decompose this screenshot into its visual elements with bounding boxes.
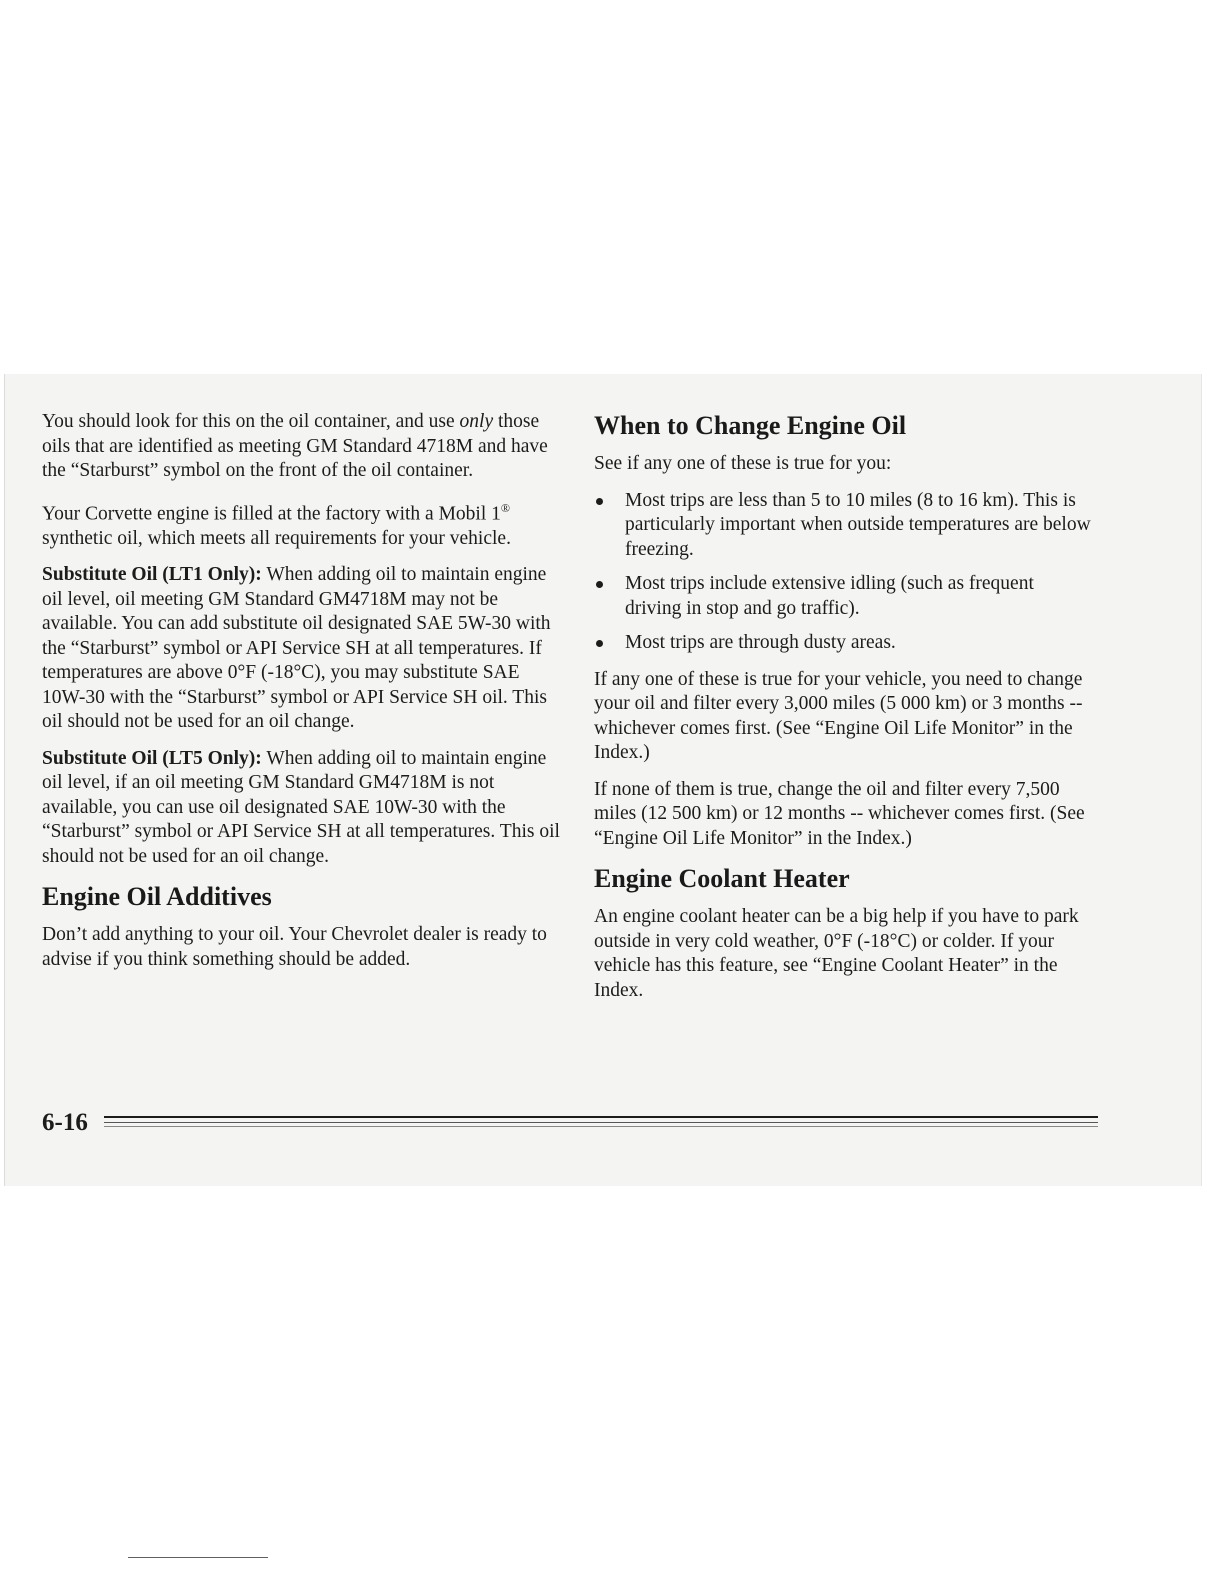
registered-mark: ® [500,500,511,515]
left-column [42,410,562,984]
coolant-heater-paragraph: An engine coolant heater can be a big help if you have to park outside in very cold weather, 0°F (-18°C) or colder. If your vehicle has this feature, see “Engine Coolant Heater” in the Index. [594,906,1079,1001]
engine-coolant-heater-heading: Engine Coolant Heater [594,864,850,893]
lt1-run-in-heading: Substitute Oil (LT1 Only): [42,564,262,585]
footer-rule [104,1116,1098,1118]
list-item-text: Most trips include extensive idling (such as frequent driving in stop and go traffic). [625,573,1034,619]
list-item [594,572,1094,621]
change-interval-short-paragraph: If any one of these is true for your vehicle, you need to change your oil and filter every 3,000 miles (5 000 km) or 3 months -- whichever comes first. (See “Engine Oil Life Monitor” in the Index.) [594,668,1083,763]
list-item-text: Most trips are less than 5 to 10 miles (8 to 16 km). This is particularly important when outside temperatures are below freezing. [625,489,1091,560]
change-intro: See if any one of these is true for you: [594,453,892,474]
condition-list [594,489,1094,656]
engine-oil-additives-heading: Engine Oil Additives [42,882,272,911]
lt5-substitute-paragraph [42,747,562,870]
lt1-text: When adding oil to maintain engine oil level, oil meeting GM Standard GM4718M may not be available. You can add substitute oil designated SAE 5W-30 with the “Starburst” symbol or API Service SH at all temperatures. If temperatures are above 0°F (-18°C), you may substitute SAE 10W-30 with the “Starburst” symbol or API Service SH oil. This oil should not be used for an oil change. [42,564,551,732]
footer-rule [104,1126,1098,1127]
when-to-change-oil-heading: When to Change Engine Oil [594,411,907,440]
p2-text-start: Your Corvette engine is filled at the factory with a Mobil 1 [42,503,501,524]
factory-fill-paragraph [42,496,562,552]
lt5-text: When adding oil to maintain engine oil level, if an oil meeting GM Standard GM4718M is not available, you can use oil designated SAE 10W-30 with the “Starburst” symbol or API Service SH at all temperatures. This oil should not be used for an oil change. [42,747,560,867]
change-interval-long-paragraph: If none of them is true, change the oil and filter every 7,500 miles (12 500 km) or 12 months -- whichever comes first. (See “Engine Oil Life Monitor” in the Index.) [594,778,1085,849]
additives-paragraph: Don’t add anything to your oil. Your Chevrolet dealer is ready to advise if you think something should be added. [42,924,547,970]
right-column [594,410,1094,1015]
list-item [594,489,1094,563]
scan-edge-mark [128,1557,268,1558]
bullet-icon [596,581,603,588]
bullet-icon [596,498,603,505]
lt5-run-in-heading: Substitute Oil (LT5 Only): [42,747,262,769]
page-footer [42,1108,1098,1140]
lt1-substitute-paragraph [42,563,562,735]
p1-emphasis: only [459,411,494,432]
oil-container-paragraph [42,410,562,484]
bullet-icon [596,640,603,647]
footer-rule [104,1122,1098,1123]
list-item-text: Most trips are through dusty areas. [625,632,896,653]
p1-text-end: those oils that are identified as meeting GM Standard 4718M and have the “Starburst” symbol on the front of the oil container. [42,411,548,481]
list-item [594,631,1094,656]
p2-text-end: synthetic oil, which meets all requirements for your vehicle. [42,527,511,549]
p1-text-start: You should look for this on the oil container, and use [42,411,455,432]
page-number: 6-16 [42,1109,88,1136]
